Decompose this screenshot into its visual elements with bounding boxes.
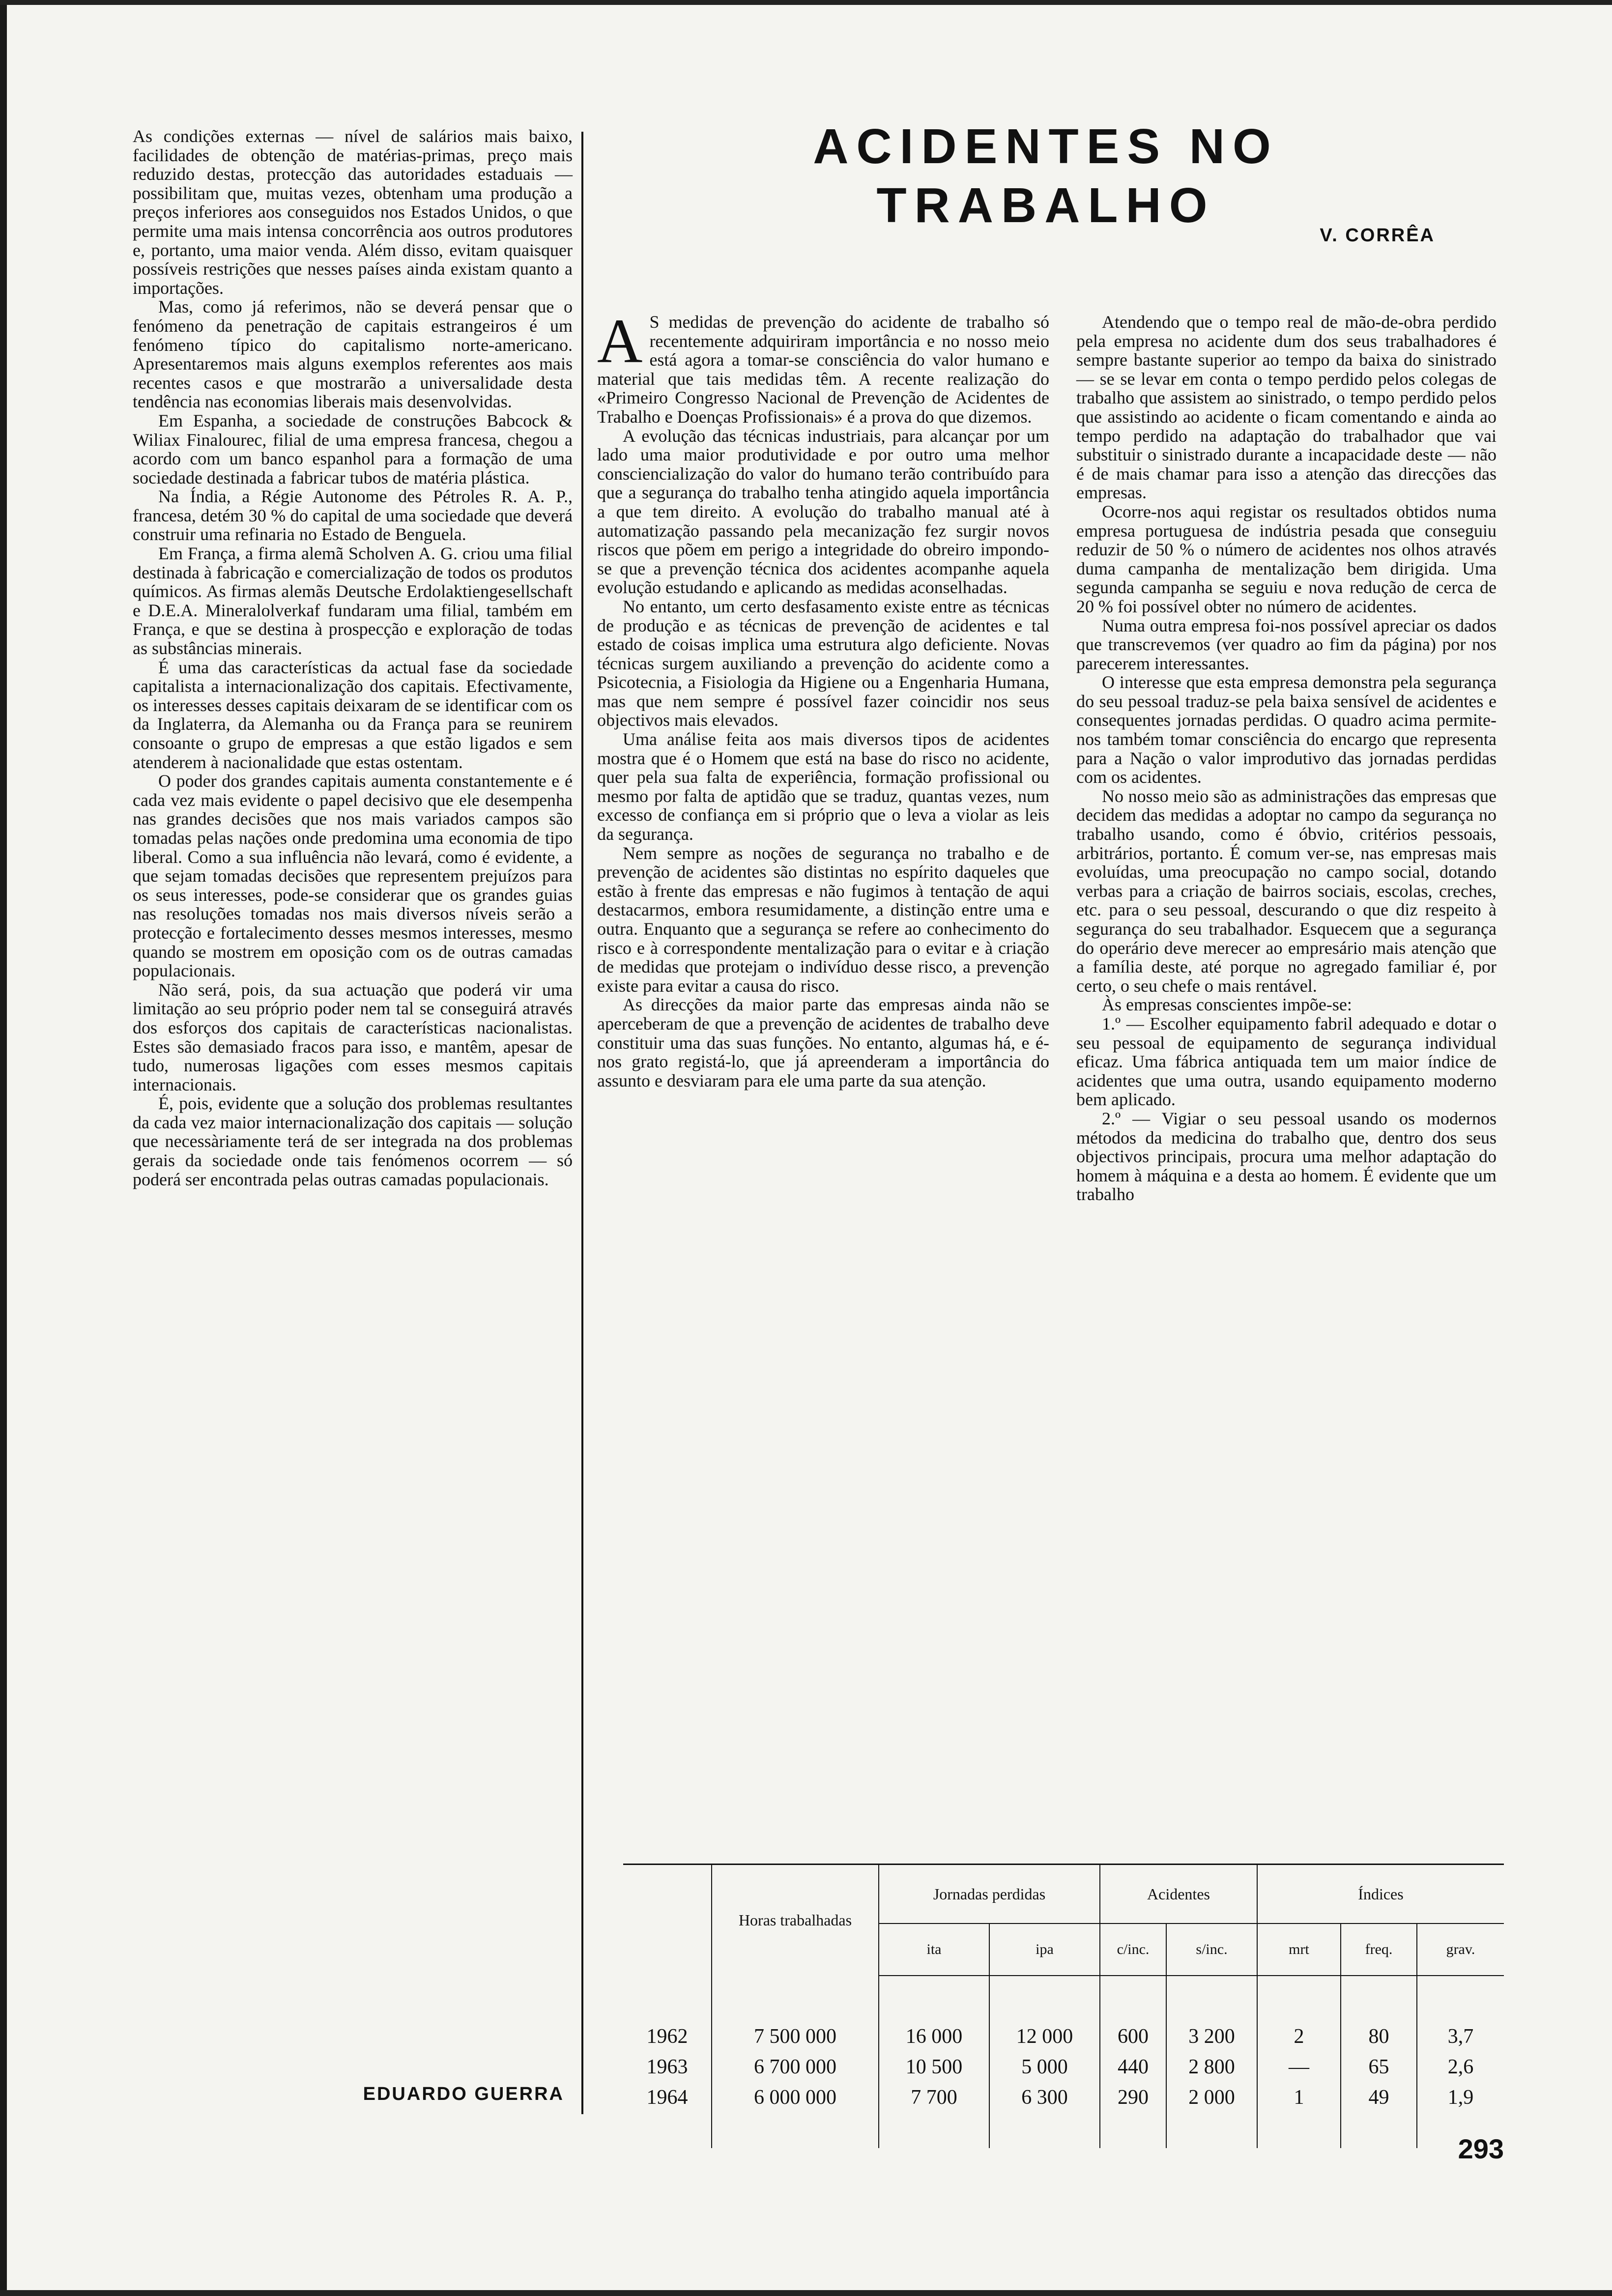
cell-ita: 7 700 — [879, 2082, 989, 2113]
previous-article-author: EDUARDO GUERRA — [363, 2084, 564, 2104]
body-paragraph: Na Índia, a Régie Autonome des Pétroles R. A. P., francesa, detém 30 % do capital de uma sociedade que deverá construir uma refinaria no Estado de Benguela. — [133, 487, 573, 545]
subheader-sinc: s/inc. — [1166, 1923, 1257, 1976]
year-header — [623, 1865, 712, 1976]
body-paragraph: É, pois, evidente que a solução dos problemas resultantes da cada vez maior internacionalização dos capitais — solução que necessàriamente terá de ser integrada na dos problemas gerais da sociedade onde tais fenómenos ocorrem — só poderá ser encontrada pelas outras camadas populacionais. — [133, 1093, 573, 1189]
article-author: V. CORRÊA — [1320, 225, 1435, 246]
article-title: ACIDENTES NO TRABALHO — [813, 119, 1279, 233]
subheader-grav: grav. — [1417, 1923, 1504, 1976]
cell-grav: 3,7 — [1417, 2021, 1504, 2052]
cell-sinc: 2 800 — [1166, 2052, 1257, 2082]
cell-ipa: 12 000 — [989, 2021, 1100, 2052]
body-paragraph: Não será, pois, da sua actuação que poderá vir uma limitação ao seu próprio poder nem tal se conseguirá através dos esforços dos capitais de características nacionalistas. Estes são demasiado fracos para isso, e mantêm, apesar de tudo, numerosas ligações com esses mesmos capitais internacionais. — [133, 979, 573, 1094]
cell-horas: 6 700 000 — [712, 2052, 879, 2082]
cell-cinc: 600 — [1100, 2021, 1166, 2052]
body-paragraph: Atendendo que o tempo real de mão-de-obra perdido pela empresa no acidente dum dos seus trabalhadores é sempre bastante superior ao tempo da baixa do sinistrado — se se levar em conta o tempo perdido pelos colegas de trabalho que assistem ao sinistrado, o tempo perdido pelos que assistindo ao acidente o ficam comentando e ainda ao tempo perdido na adaptação do trabalhador que vai substituir o sinistrado durante a incapacidade deste — não é de mais chamar para isso a atenção das direcções das empresas. — [1076, 312, 1497, 503]
cell-ita: 16 000 — [879, 2021, 989, 2052]
table-row — [623, 2052, 1504, 2082]
body-paragraph: No nosso meio são as administrações das empresas que decidem das medidas a adoptar no campo da segurança no trabalho usando, como é óbvio, critérios pessoais, arbitrários, portanto. É comum ver-se, nas empresas mais evoluídas, uma preocupação no campo social, dotando verbas para a criação de bairros sociais, escolas, creches, etc. para o seu pessoal, descurando o que diz respeito à segurança do seu trabalhador. Esquecem que a segurança do operário deve merecer ao empresário mais atenção que a família deste, até porque no agregado familiar é, por certo, o seu chefe o mais rentável. — [1076, 786, 1497, 996]
cell-grav: 1,9 — [1417, 2082, 1504, 2113]
body-paragraph: Ocorre-nos aqui registar os resultados obtidos numa empresa portuguesa de indústria pesada que conseguiu reduzir de 50 % o número de acidentes nos olhos através duma campanha de mentalização bem dirigida. Uma segunda campanha se seguiu e nova redução de cerca de 20 % foi possível obter no número de acidentes. — [1076, 501, 1497, 616]
lead-paragraph-text: S medidas de prevenção do acidente de trabalho só recentemente adquiriram importância e no nosso meio está agora a tomar-se consciência do valor humano e material que tais medidas têm. A recente realização do «Primeiro Congresso Nacional de Prevenção de Acidentes de Trabalho e Doenças Profissionais» é a prova do que dizemos. — [597, 312, 1049, 427]
body-paragraph: Em França, a firma alemã Scholven A. G. criou uma filial destinada à fabricação e comercialização de todos os produtos químicos. As firmas alemãs Deutsche Erdolaktiengesellschaft e D.E.A. Mineralolverkaf fundaram uma filial, também em França, e que se destina à prospecção e exploração de todas as substâncias minerais. — [133, 544, 573, 659]
cell-horas: 7 500 000 — [712, 2021, 879, 2052]
body-paragraph: Uma análise feita aos mais diversos tipos de acidentes mostra que é o Homem que está na base do risco no acidente, quer pela sua falta de experiência, formação profissional ou mesmo por falta de aptidão que se traduz, quantas vezes, num excesso de confiança em si próprio que o leva a violar as leis da segurança. — [597, 729, 1049, 844]
cell-cinc: 290 — [1100, 2082, 1166, 2113]
subheader-ita: ita — [879, 1923, 989, 1976]
body-paragraph: As condições externas — nível de salários mais baixo, facilidades de obtenção de matérias-primas, preço mais reduzido destas, protecção das autoridades estaduais — possibilitam que, muitas vezes, obtenham uma produção a preços inferiores aos conseguidos nos Estados Unidos, o que permite uma mais intensa concorrência aos outros produtores e, portanto, uma maior venda. Além disso, evitam quaisquer possíveis restrições que nesses países ainda existam quanto a importações. — [133, 126, 573, 298]
accident-statistics-table — [623, 1864, 1504, 2178]
table-row — [623, 2021, 1504, 2052]
body-paragraph: 1.º — Escolher equipamento fabril adequado e dotar o seu pessoal de equipamento de segurança individual eficaz. Uma fábrica antiquada tem um maior índice de acidentes que uma outra, usando equipamento moderno bem aplicado. — [1076, 1013, 1497, 1110]
table-row — [623, 2082, 1504, 2113]
cell-horas: 6 000 000 — [712, 2082, 879, 2113]
header-indices: Índices — [1257, 1865, 1504, 1924]
cell-sinc: 2 000 — [1166, 2082, 1257, 2113]
lead-paragraph — [597, 306, 1049, 427]
cell-ita: 10 500 — [879, 2052, 989, 2082]
article-column-2 — [1076, 313, 1497, 1834]
cell-cinc: 440 — [1100, 2052, 1166, 2082]
body-paragraph: 2.º — Vigiar o seu pessoal usando os modernos métodos da medicina do trabalho que, dentro dos seus objectivos principais, procura uma melhor adaptação do homem à máquina e a desta ao homem. É evidente que um trabalho — [1076, 1108, 1497, 1205]
cell-mrt: — — [1257, 2052, 1341, 2082]
cell-freq: 49 — [1341, 2082, 1417, 2113]
cell-mrt: 2 — [1257, 2021, 1341, 2052]
cell-ipa: 5 000 — [989, 2052, 1100, 2082]
scan-edge-bottom — [0, 2290, 1612, 2296]
header-jornadas: Jornadas perdidas — [879, 1865, 1100, 1924]
cell-mrt: 1 — [1257, 2082, 1341, 2113]
cell-sinc: 3 200 — [1166, 2021, 1257, 2052]
body-paragraph: Nem sempre as noções de segurança no trabalho e de prevenção de acidentes são distintas no espírito daqueles que estão à frente das empresas e não fugimos à tentação de aqui destacarmos, embora resumidamente, a distinção entre uma e outra. Enquanto que a segurança se refere ao conhecimento do risco e à correspondente mentalização para o evitar e à criação de medidas que protejam o indivíduo desse risco, a prevenção existe para evitar a causa do risco. — [597, 843, 1049, 996]
header-acidentes: Acidentes — [1100, 1865, 1257, 1924]
body-paragraph: As direcções da maior parte das empresas ainda não se aperceberam de que a prevenção de acidentes de trabalho deve constituir uma das suas funções. No entanto, algumas há, e é-nos grato registá-lo, que já apreenderam a importância do assunto e desviaram para ele uma parte da sua atenção. — [597, 995, 1049, 1091]
cell-freq: 65 — [1341, 2052, 1417, 2082]
cell-ipa: 6 300 — [989, 2082, 1100, 2113]
header-horas: Horas trabalhadas — [712, 1865, 879, 1976]
body-paragraph: O interesse que esta empresa demonstra pela segurança do seu pessoal traduz-se pela baixa sensível de acidentes e consequentes jornadas perdidas. O quadro acima permite-nos também tomar consciência do encargo que representa para a Nação o valor improdutivo das jornadas perdidas com os acidentes. — [1076, 672, 1497, 787]
scan-edge-top — [0, 0, 1612, 5]
cell-grav: 2,6 — [1417, 2052, 1504, 2082]
subheader-ipa: ipa — [989, 1923, 1100, 1976]
page-number: 293 — [1458, 2133, 1504, 2164]
body-paragraph: Mas, como já referimos, não se deverá pensar que o fenómeno da penetração de capitais estrangeiros é um fenómeno típico do capitalismo norte-americano. Apresentaremos mais alguns exemplos referentes aos mais recentes casos e que mostrarão a universalidade desta tendência nas economias liberais mais desenvolvidas. — [133, 297, 573, 412]
body-paragraph: No entanto, um certo desfasamento existe entre as técnicas de produção e as técnicas de prevenção de acidentes e tal estado de coisas implica uma estrutura algo deficiente. Novas técnicas surgem auxiliando a prevenção do acidente como a Psicotecnia, a Fisiologia da Higiene ou a Engenharia Humana, mas que nem sempre é possível fazer coincidir nos seus objectivos mais elevados. — [597, 596, 1049, 730]
cell-freq: 80 — [1341, 2021, 1417, 2052]
cell-year: 1963 — [646, 2056, 688, 2078]
scan-edge-left — [0, 0, 7, 2296]
subheader-mrt: mrt — [1257, 1923, 1341, 1976]
subheader-freq: freq. — [1341, 1923, 1417, 1976]
cell-year: 1964 — [646, 2086, 688, 2109]
body-paragraph: O poder dos grandes capitais aumenta constantemente e é cada vez mais evidente o papel decisivo que ele desempenha nas grandes decisões que nos mais variados campos são tomadas pelas nações onde predomina uma economia de tipo liberal. Como a sua influência não levará, como é evidente, a que sejam tomadas decisões que representem prejuízos para os seus interesses, pode-se considerar que os grandes guias nas resoluções tomadas nos mais diversos níveis serão a protecção e fortalecimento desses mesmos interesses, mesmo quando se mostrem em oposição com os de outras camadas populacionais. — [133, 771, 573, 981]
body-paragraph: A evolução das técnicas industriais, para alcançar por um lado uma maior produtividade e por outro uma melhor consciencialização do valor do humano terão contribuído para que a segurança do trabalho tenha atingido aquela importância a que tem direito. A evolução do trabalho manual até à automatização passando pela mecanização fez surgir novos riscos que põem em perigo a integridade do obreiro impondo-se que a prevenção técnica dos acidentes acompanhe aquela evolução estudando e aplicando as medidas aconselhadas. — [597, 426, 1049, 598]
body-paragraph: Às empresas conscientes impõe-se: — [1102, 995, 1352, 1015]
cell-year: 1962 — [646, 2025, 688, 2048]
article-column-1 — [597, 306, 1049, 1834]
body-paragraph: É uma das características da actual fase da sociedade capitalista a internacionalização dos capitais. Efectivamente, os interesses desses capitais deixaram de se identificar com os da Inglaterra, da Alemanha ou da França para se reunirem consoante o grupo de empresas a que estão ligados e sem atenderem à nacionalidade que estas ostentam. — [133, 657, 573, 772]
previous-article-column — [133, 127, 573, 2088]
subheader-cinc: c/inc. — [1100, 1923, 1166, 1976]
body-paragraph: Em Espanha, a sociedade de construções Babcock & Wiliax Finalourec, filial de uma empresa francesa, chegou a acordo com um banco espanhol para a formação de uma sociedade destinada a fabricar tubos de matéria plástica. — [133, 410, 573, 488]
column-rule — [581, 132, 583, 2114]
body-paragraph: Numa outra empresa foi-nos possível apreciar os dados que transcrevemos (ver quadro ao fim da página) por nos parecerem interessantes. — [1076, 615, 1497, 673]
drop-cap: A — [597, 306, 643, 376]
